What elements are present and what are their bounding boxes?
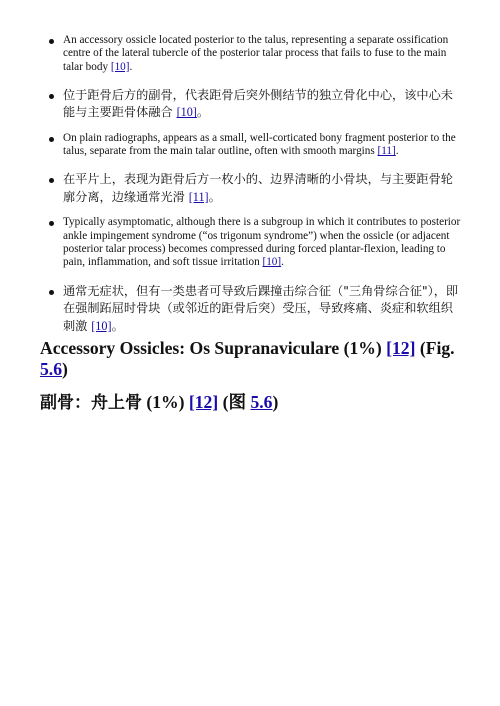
- bullet-list: [40, 34, 464, 345]
- bullet-tail: 。: [196, 105, 210, 120]
- bullet-text: 通常无症状，但有一类患者可导致后踝撞击综合征（"三角骨综合征"），即在强制跖屈时骨块（或邻近的距骨后突）受压，导致疼痛、炎症和软组织刺激: [63, 283, 459, 333]
- bullet-text: Typically asymptomatic, although there is a subgroup in which it contributes to posterior ankle impingement syndrome (“os trigonum syndrome”) when the ossicle (or adjacent posterior talar process) becomes compressed during forced plantar-flexion, leading to pain, inflammation, and soft tissue irritation: [63, 216, 461, 269]
- bullet-item-en-2: [40, 132, 464, 159]
- heading-text: 副骨：舟上骨: [40, 393, 142, 413]
- heading-percent: (1%): [142, 392, 189, 412]
- heading-fig-prefix: (Fig.: [415, 338, 455, 358]
- citation-link[interactable]: [11]: [377, 145, 396, 158]
- bullet-tail: .: [129, 60, 133, 73]
- bullet-item-zh-3: [40, 283, 464, 336]
- bullet-item-zh-2: [40, 171, 464, 206]
- bullet-text: An accessory ossicle located posterior to the talus, representing a separate ossification centre of the lateral tubercle of the posterior talar process that fails to fuse to the main talar body: [63, 34, 449, 73]
- bullet-tail: 。: [111, 318, 124, 333]
- citation-link[interactable]: [10]: [91, 318, 112, 333]
- heading-tail: ): [272, 392, 279, 412]
- bullet-tail: 。: [208, 189, 221, 204]
- section-heading-zh: [40, 391, 470, 414]
- bullet-dot: [49, 290, 54, 295]
- bullet-tail: .: [281, 256, 284, 269]
- bullet-dot: [49, 221, 54, 226]
- figure-link[interactable]: 5.6: [250, 392, 273, 412]
- section-heading-en: [40, 338, 470, 380]
- bullet-item-en-3: [40, 216, 464, 269]
- heading-text: Accessory Ossicles: Os Supranaviculare (1%): [40, 338, 387, 358]
- bullet-dot: [49, 39, 54, 44]
- bullet-dot: [49, 94, 54, 99]
- heading-tail: ): [62, 359, 68, 379]
- figure-link[interactable]: 5.6: [40, 359, 62, 379]
- citation-link[interactable]: [12]: [386, 338, 416, 358]
- citation-link[interactable]: [10]: [262, 256, 282, 269]
- bullet-dot: [49, 178, 54, 183]
- heading-fig-prefix: (图: [218, 392, 251, 412]
- citation-link[interactable]: [10]: [110, 60, 130, 73]
- bullet-item-zh-1: [40, 87, 464, 122]
- bullet-text: 在平片上，表现为距骨后方一枚小的、边界清晰的小骨块，与主要距骨轮廓分离，边缘通常光滑: [63, 172, 453, 204]
- bullet-text: 位于距骨后方的副骨，代表距骨后突外侧结节的独立骨化中心，该中心未能与主要距骨体融合: [63, 87, 453, 120]
- citation-link[interactable]: [11]: [188, 189, 209, 204]
- citation-link[interactable]: [10]: [176, 105, 197, 120]
- bullet-item-en-1: [40, 34, 464, 74]
- bullet-tail: .: [395, 145, 399, 158]
- citation-link[interactable]: [12]: [188, 392, 219, 412]
- bullet-text: On plain radiographs, appears as a small, well-corticated bony fragment posterior to the talus, separate from the main talar outline, often with smooth margins: [63, 131, 456, 158]
- bullet-dot: [49, 137, 54, 142]
